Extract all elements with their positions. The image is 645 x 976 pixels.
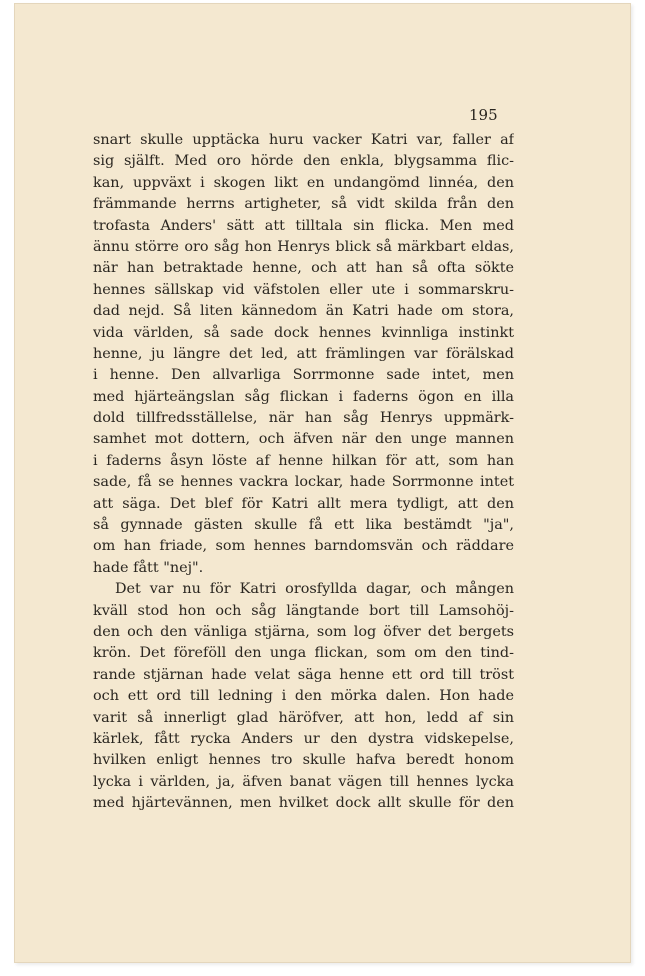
text-line: dold tillfredsställelse, när han såg Henrys uppmärk- <box>93 410 514 427</box>
text-line: kärlek, fått rycka Anders ur den dystra vidskepelse, <box>93 730 514 747</box>
text-line: henne, ju längre det led, att främlingen var förälskad <box>93 345 514 362</box>
text-line: i faderns åsyn löste af henne hilkan för att, som han <box>93 452 514 469</box>
text-line: snart skulle upptäcka huru vacker Katri var, faller af <box>93 132 514 148</box>
paragraph <box>93 130 514 579</box>
text-line: med hjärteängslan såg flickan i faderns ögon en illa <box>93 388 514 405</box>
text-line: sade, få se hennes vackra lockar, hade Sorrmonne intet <box>93 474 514 491</box>
text-line: samhet mot dottern, och äfven när den unge mannen <box>93 431 514 448</box>
text-line: så gynnade gästen skulle få ett lika bestämdt "ja", <box>93 517 514 534</box>
text-line: Det var nu för Katri orosfyllda dagar, och mången <box>115 581 514 598</box>
text-line: främmande herrns artigheter, så vidt skilda från den <box>93 196 514 213</box>
text-line: vida världen, så sade dock hennes kvinnliga instinkt <box>93 324 514 341</box>
text-line: ännu större oro såg hon Henrys blick så märkbart eldas, <box>93 238 514 255</box>
text-line: varit så innerligt glad häröfver, att hon, ledd af sin <box>93 709 514 726</box>
text-line: lycka i världen, ja, äfven banat vägen till hennes lycka <box>93 773 514 790</box>
text-line: att säga. Det blef för Katri allt mera tydligt, att den <box>93 495 514 512</box>
text-line: med hjärtevännen, men hvilket dock allt skulle för den <box>93 795 514 812</box>
paragraph <box>93 579 514 814</box>
text-line: krön. Det föreföll den unga flickan, som om den tind- <box>93 645 514 662</box>
text-line: sig själft. Med oro hörde den enkla, blygsamma flic- <box>93 153 514 170</box>
text-line: i henne. Den allvarliga Sorrmonne sade intet, men <box>93 367 514 384</box>
text-line: kväll stod hon och såg längtande bort till Lamsohöj- <box>93 602 514 619</box>
book-page <box>14 3 631 963</box>
text-line: dad nejd. Så liten kännedom än Katri hade om stora, <box>93 303 514 320</box>
text-line: och ett ord till ledning i den mörka dalen. Hon hade <box>93 688 514 705</box>
text-line: om han friade, som hennes barndomsvän och räddare <box>93 538 514 555</box>
text-line: hvilken enligt hennes tro skulle hafva beredt honom <box>93 752 514 769</box>
text-line: hade fått "nej". <box>93 559 204 576</box>
text-line: den och den vänliga stjärna, som log öfver det bergets <box>93 623 514 640</box>
text-line: när han betraktade henne, och att han så ofta sökte <box>93 260 514 277</box>
text-line: rande stjärnan hade velat säga henne ett ord till tröst <box>93 666 514 683</box>
page-text <box>93 130 514 815</box>
text-line: trofasta Anders' sätt att tilltala sin flicka. Men med <box>93 217 514 234</box>
text-line: hennes sällskap vid väfstolen eller ute i sommarskru- <box>93 281 514 298</box>
page-number: 195 <box>469 106 498 124</box>
text-line: kan, uppväxt i skogen likt en undangömd linnéa, den <box>93 174 514 191</box>
